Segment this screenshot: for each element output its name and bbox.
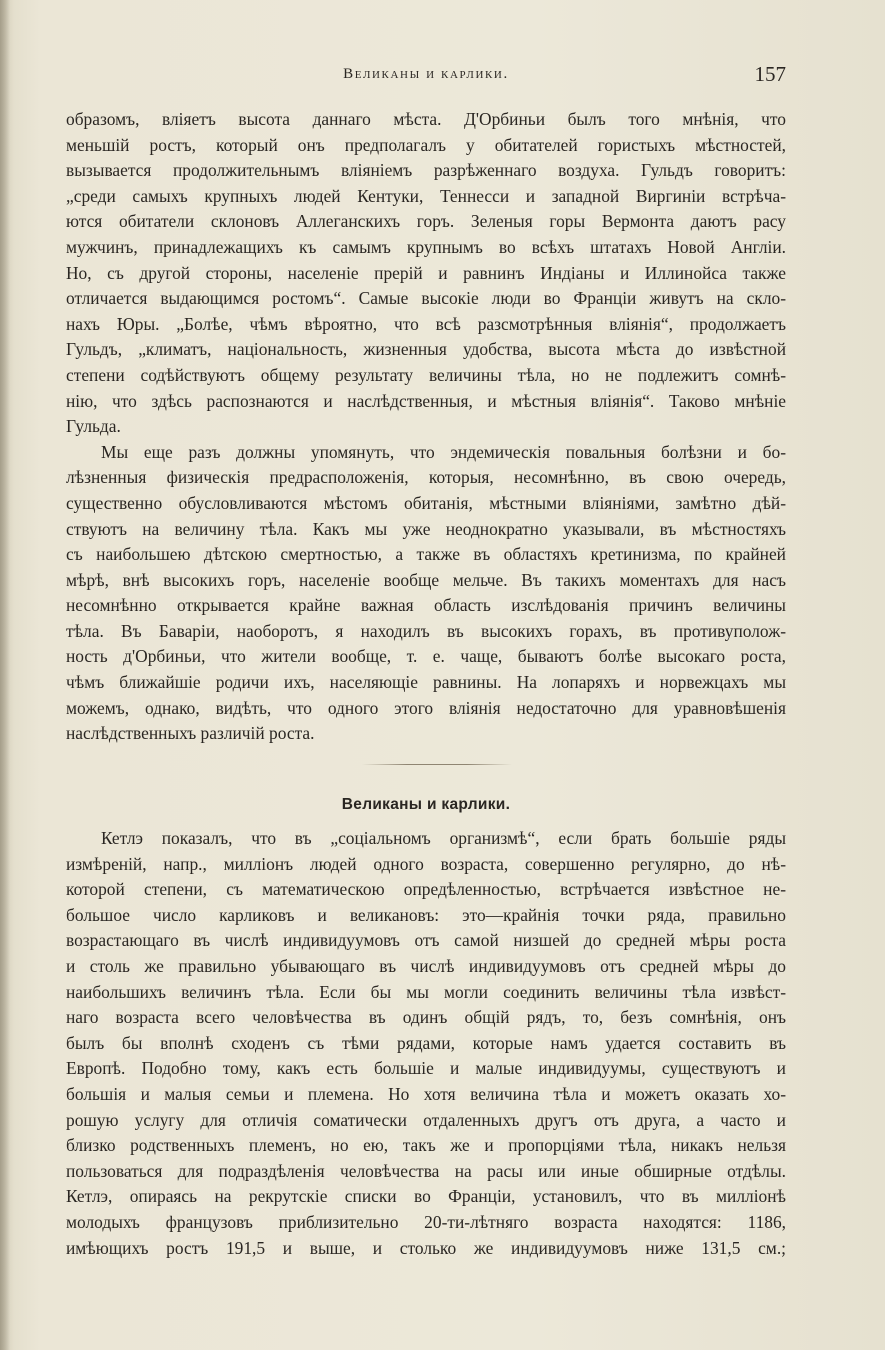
text-line: Кетлэ показалъ, что въ „соціальномъ организмѣ“, если брать большіе ряды bbox=[101, 828, 786, 848]
text-line: лѣзненныя физическія предрасположенія, которыя, несомнѣнно, въ свою очередь, bbox=[66, 467, 786, 488]
text-line: чѣмъ ближайшіе родичи ихъ, населяющіе равнины. На лопаряхъ и норвежцахъ мы bbox=[66, 672, 786, 693]
text-line: съ наибольшею дѣтскою смертностью, а также въ областяхъ кретинизма, по крайней bbox=[66, 544, 786, 565]
text-line: ность д'Орбиньи, что жители вообще, т. е. чаще, бываютъ болѣе высокаго роста, bbox=[66, 646, 786, 667]
text-line: образомъ, вліяетъ высота даннаго мѣста. Д'Орбиньи былъ того мнѣнія, что bbox=[66, 109, 786, 129]
text-line: меньшій ростъ, который онъ предполагалъ у обитателей гористыхъ мѣстностей, bbox=[66, 134, 786, 155]
text-line: которой степени, съ математическою опредѣленностью, встрѣчается извѣстное не- bbox=[66, 879, 786, 900]
text-line: Кетлэ, опираясь на рекрутскіе списки во Франціи, установилъ, что въ милліонѣ bbox=[66, 1186, 786, 1207]
text-block-upper bbox=[66, 107, 786, 747]
text-line: степени содѣйствуютъ общему результату величины тѣла, но не подлежитъ сомнѣ- bbox=[66, 364, 786, 385]
text-line: Гульдъ, „климатъ, національность, жизненныя удобства, высота мѣста до извѣстной bbox=[66, 339, 786, 360]
text-line: вызывается продолжительнымъ вліяніемъ разрѣженнаго воздуха. Гульдъ говоритъ: bbox=[66, 160, 786, 181]
text-line: нію, что здѣсь распознаются и наслѣдственныя, и мѣстныя вліянія“. Таково мнѣніе bbox=[66, 390, 786, 411]
text-line: можемъ, однако, видѣть, что одного этого вліянія недостаточно для уравновѣшенія bbox=[66, 697, 786, 718]
text-line: нахъ Юры. „Болѣе, чѣмъ вѣроятно, что всѣ разсмотрѣнныя вліянія“, продолжаетъ bbox=[66, 313, 786, 334]
text-line: былъ бы вполнѣ сходенъ съ тѣми рядами, которые намъ удается составить въ bbox=[66, 1032, 786, 1053]
text-line: несомнѣнно открывается крайне важная область изслѣдованія причинъ величины bbox=[66, 595, 786, 616]
running-title: Великаны и карлики. bbox=[343, 66, 509, 82]
text-line: „среди самыхъ крупныхъ людей Кентуки, Теннесси и западной Виргиніи встрѣча- bbox=[66, 185, 786, 206]
page-number: 157 bbox=[754, 62, 786, 86]
text-line: близко родственныхъ племенъ, но ею, такъ же и пропорціями тѣла, никакъ нельзя bbox=[66, 1135, 786, 1156]
text-line: наибольшихъ величинъ тѣла. Если бы мы могли соединить величины тѣла извѣст- bbox=[66, 981, 786, 1002]
text-line: тѣла. Въ Баваріи, наоборотъ, я находилъ въ высокихъ горахъ, въ противуполож- bbox=[66, 620, 786, 641]
text-line: Мы еще разъ должны упомянуть, что эндемическія повальныя болѣзни и бо- bbox=[101, 441, 786, 462]
text-line: ются обитатели склоновъ Аллеганскихъ горъ. Зеленыя горы Вермонта даютъ расу bbox=[66, 211, 786, 232]
text-block-lower bbox=[66, 826, 786, 1261]
text-line: большія и малыя семьи и племена. Но хотя величина тѣла и можетъ оказать хо- bbox=[66, 1083, 786, 1104]
text-line: наслѣдственныхъ различій роста. bbox=[66, 723, 315, 744]
text-line: наго возраста всего человѣчества въ одинъ общій рядъ, то, безъ сомнѣнія, онъ bbox=[66, 1007, 786, 1028]
text-line: рошую услугу для отличія соматически отдаленныхъ другъ отъ друга, а часто и bbox=[66, 1109, 786, 1130]
text-line: существенно обусловливаются мѣстомъ обитанія, мѣстными вліяніями, замѣтно дѣй- bbox=[66, 492, 786, 513]
text-line: пользоваться для подраздѣленія человѣчества на расы или иные обширные отдѣлы. bbox=[66, 1160, 786, 1181]
text-line: мѣрѣ, внѣ высокихъ горъ, населеніе вообще мельче. Въ такихъ моментахъ для насъ bbox=[66, 569, 786, 590]
text-line: возрастающаго въ числѣ индивидуумовъ отъ самой низшей до средней мѣры роста bbox=[66, 930, 786, 951]
text-line: измѣреній, напр., милліонъ людей одного возраста, совершенно регулярно, до нѣ- bbox=[66, 853, 786, 874]
text-line: Но, съ другой стороны, населеніе прерій и равнинъ Индіаны и Иллинойса также bbox=[66, 262, 786, 283]
text-line: молодыхъ французовъ приблизительно 20-ти-лѣтняго возраста находятся: 1186, bbox=[66, 1211, 786, 1232]
text-line: и столь же правильно убывающаго въ числѣ индивидуумовъ отъ средней мѣры до bbox=[66, 955, 786, 976]
text-line: Европѣ. Подобно тому, какъ есть большіе и малые индивидуумы, существуютъ и bbox=[66, 1058, 786, 1079]
text-line: большое число карликовъ и великановъ: это—крайнія точки ряда, правильно bbox=[66, 904, 786, 925]
text-line: отличается выдающимся ростомъ“. Самые высокіе люди во Франціи живутъ на скло- bbox=[66, 288, 786, 309]
text-line: имѣющихъ ростъ 191,5 и выше, и столько же индивидуумовъ ниже 131,5 см.; bbox=[66, 1237, 786, 1258]
text-line: мужчинъ, принадлежащихъ къ самымъ крупнымъ во всѣхъ штатахъ Новой Англіи. bbox=[66, 236, 786, 257]
binding-shadow bbox=[0, 0, 10, 1350]
text-line: ствуютъ на величину тѣла. Какъ мы уже неоднократно указывали, въ мѣстностяхъ bbox=[66, 518, 786, 539]
text-line: Гульда. bbox=[66, 416, 121, 437]
section-heading: Великаны и карлики. bbox=[341, 796, 511, 813]
running-head bbox=[66, 62, 786, 92]
section-divider bbox=[362, 764, 512, 765]
